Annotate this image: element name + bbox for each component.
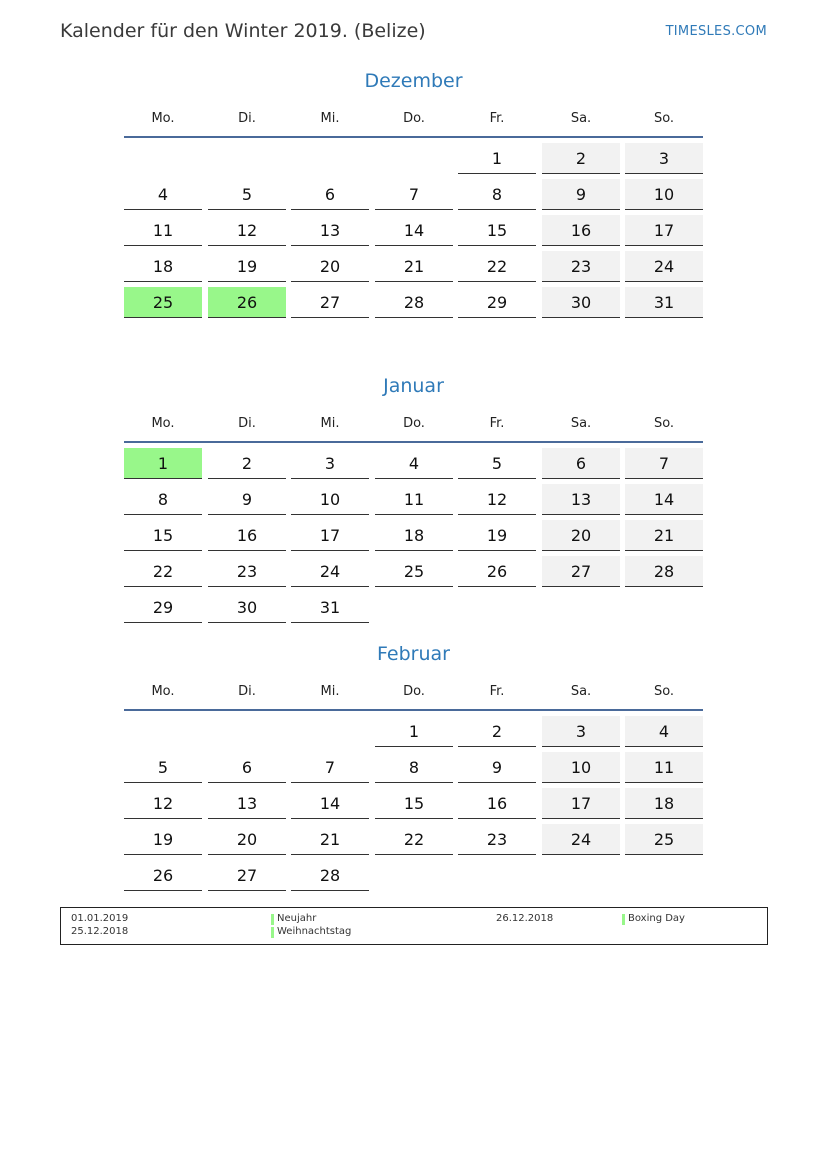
weekday-label: Mo. [151,684,175,699]
legend-date: 26.12.2018 [496,913,554,924]
day-cell: 9 [542,179,620,210]
day-cell: 3 [291,448,369,479]
day-cell: 31 [291,592,369,623]
day-cell: 17 [625,215,703,246]
day-cell: 26 [458,556,536,587]
day-cell: 28 [625,556,703,587]
weekday-header [124,416,703,436]
weekday-label: Di. [238,111,256,126]
weekday-label: Mi. [320,111,340,126]
day-cell: 27 [542,556,620,587]
holiday-cell: 1 [124,448,202,479]
day-cell: 2 [542,143,620,174]
day-cell: 26 [124,860,202,891]
day-cell: 24 [542,824,620,855]
weekday-label: Mi. [320,684,340,699]
day-cell: 11 [625,752,703,783]
day-cell: 1 [458,143,536,174]
day-cell: 20 [208,824,286,855]
day-cell: 24 [291,556,369,587]
weekday-label: Mo. [151,111,175,126]
weekday-label: Sa. [570,416,592,431]
day-cell: 19 [124,824,202,855]
weekday-label: Fr. [489,416,505,431]
day-cell: 17 [542,788,620,819]
day-cell: 3 [625,143,703,174]
day-cell: 16 [208,520,286,551]
day-cell: 10 [291,484,369,515]
day-cell: 14 [625,484,703,515]
day-cell: 14 [291,788,369,819]
day-cell: 21 [625,520,703,551]
day-cell: 11 [124,215,202,246]
day-cell: 18 [375,520,453,551]
day-cell: 13 [208,788,286,819]
day-cell: 7 [375,179,453,210]
month-title: Februar [377,643,450,665]
day-cell: 3 [542,716,620,747]
weekday-label: So. [653,684,675,699]
day-cell: 30 [542,287,620,318]
day-cell: 6 [291,179,369,210]
day-cell: 22 [458,251,536,282]
day-cell: 8 [458,179,536,210]
day-cell: 23 [458,824,536,855]
day-cell: 4 [124,179,202,210]
day-cell: 5 [458,448,536,479]
weekday-label: Do. [403,416,425,431]
day-cell: 30 [208,592,286,623]
day-cell: 15 [458,215,536,246]
weekday-label: Do. [403,684,425,699]
day-cell: 11 [375,484,453,515]
day-cell: 20 [542,520,620,551]
day-cell: 29 [458,287,536,318]
header-rule [124,136,703,138]
day-cell: 18 [625,788,703,819]
day-cell: 7 [625,448,703,479]
holiday-color-marker [622,914,625,925]
day-cell: 9 [458,752,536,783]
day-cell: 14 [375,215,453,246]
day-cell: 12 [208,215,286,246]
day-cell: 10 [625,179,703,210]
legend-name [271,913,316,924]
weekday-label: Do. [403,111,425,126]
day-cell: 22 [124,556,202,587]
day-cell: 7 [291,752,369,783]
day-cell: 1 [375,716,453,747]
day-cell: 19 [458,520,536,551]
holiday-legend [60,907,768,945]
day-cell: 21 [375,251,453,282]
day-cell: 2 [208,448,286,479]
day-cell: 5 [208,179,286,210]
month-title: Januar [383,375,444,397]
day-cell: 16 [458,788,536,819]
legend-name-text: Neujahr [277,913,317,924]
holiday-cell: 25 [124,287,202,318]
day-cell: 27 [208,860,286,891]
weekday-label: Fr. [489,111,505,126]
holiday-cell: 26 [208,287,286,318]
day-cell: 21 [291,824,369,855]
day-cell: 25 [625,824,703,855]
day-cell: 31 [625,287,703,318]
day-cell: 15 [375,788,453,819]
holiday-color-marker [271,927,274,938]
day-cell: 4 [625,716,703,747]
weekday-label: Mi. [320,416,340,431]
day-cell: 16 [542,215,620,246]
weekday-label: Di. [238,684,256,699]
holiday-color-marker [271,914,274,925]
day-cell: 24 [625,251,703,282]
day-cell: 22 [375,824,453,855]
day-cell: 23 [208,556,286,587]
page-title: Kalender für den Winter 2019. (Belize) [60,20,426,42]
day-cell: 25 [375,556,453,587]
legend-name [622,913,685,924]
weekday-header [124,111,703,131]
legend-date: 25.12.2018 [71,926,129,937]
weekday-label: Fr. [489,684,505,699]
weekday-label: So. [653,416,675,431]
day-cell: 29 [124,592,202,623]
month-title: Dezember [364,70,463,92]
weekday-header [124,684,703,704]
day-cell: 18 [124,251,202,282]
day-cell: 23 [542,251,620,282]
day-cell: 8 [124,484,202,515]
day-cell: 2 [458,716,536,747]
day-cell: 20 [291,251,369,282]
weekday-label: Sa. [570,111,592,126]
legend-name [271,926,351,937]
header-rule [124,709,703,711]
day-cell: 28 [375,287,453,318]
day-cell: 19 [208,251,286,282]
day-cell: 17 [291,520,369,551]
day-cell: 13 [291,215,369,246]
day-cell: 15 [124,520,202,551]
day-cell: 27 [291,287,369,318]
day-cell: 4 [375,448,453,479]
day-cell: 13 [542,484,620,515]
day-cell: 12 [124,788,202,819]
day-cell: 9 [208,484,286,515]
day-cell: 6 [542,448,620,479]
header-rule [124,441,703,443]
legend-name-text: Weihnachtstag [277,926,352,937]
weekday-label: Mo. [151,416,175,431]
weekday-label: Sa. [570,684,592,699]
day-cell: 6 [208,752,286,783]
legend-name-text: Boxing Day [628,913,685,924]
day-cell: 8 [375,752,453,783]
day-cell: 5 [124,752,202,783]
day-cell: 12 [458,484,536,515]
legend-date: 01.01.2019 [71,913,129,924]
weekday-label: So. [653,111,675,126]
weekday-label: Di. [238,416,256,431]
day-cell: 28 [291,860,369,891]
site-link[interactable]: TIMESLES.COM [665,24,767,39]
day-cell: 10 [542,752,620,783]
